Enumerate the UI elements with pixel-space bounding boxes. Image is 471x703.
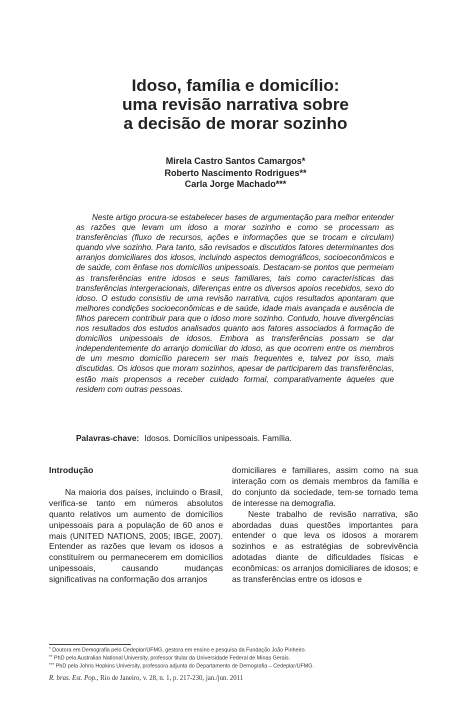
left-column bbox=[49, 465, 223, 585]
author-3: Carla Jorge Machado*** bbox=[184, 179, 287, 189]
abstract-text: Neste artigo procura-se estabelecer bases de argumentação para melhor entender as razões que levam um idoso a morar sozinho e como se processam as transferências (fluxo de recursos, ações e informações que se trocam e circulam) quando vive sozinho. Para tanto, são revisados e discutidos fatores determinantes dos arranjos domiciliares dos idosos, incluindo aspectos demográficos, socioeconômicos e de saúde, com ênfase nos domicílios unipessoais. Destacam-se pontos que permeiam as transferências entre idosos e seus familiares, tais como características das transferências intergeracionais, diferenças entre os diversos apoios recebidos, sexo do idoso. O estudo consistiu de uma revisão narrativa, cujos resultados apontaram que melhores condições socioeconômicas e de saúde, idade mais avançada e ausência de filhos parecem contribuir para que o idoso more sozinho. Contudo, houve divergências nos resultados dos estudos analisados quanto aos fatores associados à formação de domicílios unipessoais de idosos. Embora as transferências possam se dar independentemente do arranjo domiciliar do idoso, as que ocorrem entre os membros de um mesmo domicílio parecem ser mais frequentes e, talvez por isso, mais discutidas. Os idosos que moram sozinhos, apesar de participarem das transferências, estão mais propensos a receber cuidado formal, comparativamente àqueles que residem com outras pessoas. bbox=[76, 213, 394, 394]
title-line-3: a decisão de morar sozinho bbox=[123, 114, 348, 133]
footnote-mark: ** bbox=[49, 654, 53, 660]
citation-details: , Rio de Janeiro, v. 28, n. 1, p. 217-230, jan./jun. 2011 bbox=[96, 675, 244, 682]
footnote-text: PhD pela Australian National University, professor titular da Universidade Federal de Minas Gerais. bbox=[54, 655, 291, 662]
title-line-1: Idoso, família e domicílio: bbox=[131, 76, 340, 95]
title-line-2: uma revisão narrativa sobre bbox=[122, 95, 349, 114]
footnote-text: PhD pela Johns Hopkins University, professora adjunta do Departamento de Demografia – Cedeplar/UFMG. bbox=[55, 663, 314, 670]
footnote-3 bbox=[49, 662, 429, 670]
footnote-rule bbox=[49, 644, 131, 645]
footnote-mark: *** bbox=[49, 662, 55, 668]
journal-name: R. bras. Est. Pop. bbox=[49, 675, 97, 682]
page-footer bbox=[49, 675, 429, 682]
article-title bbox=[40, 76, 431, 133]
keywords bbox=[76, 433, 406, 443]
footnote-mark: * bbox=[49, 646, 51, 651]
intro-paragraph-1: Na maioria dos países, incluindo o Brasil, verifica-se tanto em números absolutos quanto relativos um aumento de domicílios unipessoais para a população de 60 anos e mais (UNITED NATIONS, 2005; IBGE, 2007). Entender as razões que levam os idosos a constituírem ou permanecerem em domicílios unipessoais, causando mudanças significativas na conformação dos arranjos bbox=[49, 486, 223, 585]
author-1: Mirela Castro Santos Camargos* bbox=[165, 156, 306, 166]
right-paragraph-1: domiciliares e familiares, assim como na sua interação com os demais membros da família e do conjunto da sociedade, tem-se tornado tema de interesse na demografia. bbox=[232, 465, 418, 508]
abstract bbox=[76, 213, 394, 395]
footnotes bbox=[49, 646, 429, 670]
footnote-text: Doutora em Demografia pelo Cedeplar/UFMG, gestora em ensino e pesquisa da Fundação João Pinheiro. bbox=[52, 647, 307, 654]
keywords-label: Palavras-chave: bbox=[76, 433, 140, 443]
intro-heading: Introdução bbox=[49, 465, 94, 475]
right-paragraph-2: Neste trabalho de revisão narrativa, são abordadas duas questões importantes para entender o que leva os idosos a morarem sozinhos e as estratégias de sobrevivência adotadas diante de dificuldades físicas e econômicas: os arranjos domiciliares de idosos; e as transferências entre os idosos e bbox=[232, 508, 418, 585]
author-2: Roberto Nascimento Rodrigues** bbox=[164, 167, 307, 178]
footnote-2 bbox=[49, 654, 429, 662]
right-column bbox=[232, 465, 418, 585]
footnote-1 bbox=[49, 646, 429, 654]
keywords-text: Idosos. Domicílios unipessoais. Família. bbox=[144, 433, 292, 443]
author-list bbox=[40, 156, 431, 191]
